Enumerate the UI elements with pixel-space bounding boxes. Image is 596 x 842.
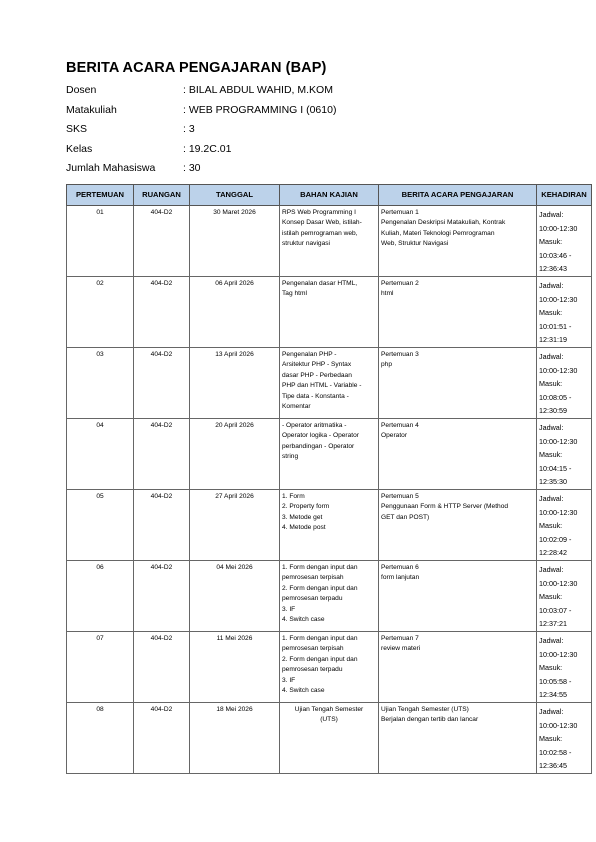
table-row xyxy=(67,703,592,774)
table-row xyxy=(67,348,592,419)
table-row xyxy=(67,561,592,632)
cell-bahan-kajian: Pengenalan dasar HTML, Tag html xyxy=(280,277,379,348)
cell-kehadiran: Jadwal: 10:00-12:30 Masuk: 10:03:07 - 12:37:21 xyxy=(537,561,592,632)
cell-kehadiran: Jadwal: 10:00-12:30 Masuk: 10:02:09 - 12:28:42 xyxy=(537,490,592,561)
cell-berita-acara: Pertemuan 5 Penggunaan Form & HTTP Server (Method GET dan POST) xyxy=(379,490,537,561)
cell-pertemuan: 01 xyxy=(67,206,134,277)
bap-table xyxy=(66,184,592,774)
cell-bahan-kajian: Pengenalan PHP - Arsitektur PHP - Syntax dasar PHP - Perbedaan PHP dan HTML - Variable - Tipe data - Konstanta - Komentar xyxy=(280,348,379,419)
cell-tanggal: 04 Mei 2026 xyxy=(190,561,280,632)
cell-kehadiran: Jadwal: 10:00-12:30 Masuk: 10:08:05 - 12:30:59 xyxy=(537,348,592,419)
cell-pertemuan: 03 xyxy=(67,348,134,419)
cell-pertemuan: 06 xyxy=(67,561,134,632)
header-tanggal: TANGGAL xyxy=(190,185,280,206)
cell-pertemuan: 08 xyxy=(67,703,134,774)
cell-bahan-kajian: 1. Form dengan input dan pemrosesan terpisah 2. Form dengan input dan pemrosesan terpadu 3. IF 4. Switch case xyxy=(280,632,379,703)
info-value: : 30 xyxy=(183,162,201,174)
cell-berita-acara: Ujian Tengah Semester (UTS) Berjalan dengan tertib dan lancar xyxy=(379,703,537,774)
cell-tanggal: 20 April 2026 xyxy=(190,419,280,490)
header-kehadiran: KEHADIRAN xyxy=(537,185,592,206)
header-berita-acara: BERITA ACARA PENGAJARAN xyxy=(379,185,537,206)
header-bahan-kajian: BAHAN KAJIAN xyxy=(280,185,379,206)
cell-berita-acara: Pertemuan 4 Operator xyxy=(379,419,537,490)
cell-tanggal: 13 April 2026 xyxy=(190,348,280,419)
info-label: Dosen xyxy=(66,84,97,96)
cell-bahan-kajian: 1. Form 2. Property form 3. Metode get 4. Metode post xyxy=(280,490,379,561)
cell-kehadiran: Jadwal: 10:00-12:30 Masuk: 10:03:46 - 12:36:43 xyxy=(537,206,592,277)
info-value: : 3 xyxy=(183,123,195,135)
cell-pertemuan: 04 xyxy=(67,419,134,490)
cell-ruangan: 404-D2 xyxy=(134,348,190,419)
table-row xyxy=(67,419,592,490)
cell-tanggal: 18 Mei 2026 xyxy=(190,703,280,774)
cell-ruangan: 404-D2 xyxy=(134,419,190,490)
info-value: : BILAL ABDUL WAHID, M.KOM xyxy=(183,84,333,96)
cell-bahan-kajian: Ujian Tengah Semester (UTS) xyxy=(280,703,379,774)
cell-pertemuan: 02 xyxy=(67,277,134,348)
cell-ruangan: 404-D2 xyxy=(134,277,190,348)
document-title: BERITA ACARA PENGAJARAN (BAP) xyxy=(66,60,327,76)
cell-kehadiran: Jadwal: 10:00-12:30 Masuk: 10:01:51 - 12:31:19 xyxy=(537,277,592,348)
cell-berita-acara: Pertemuan 7 review materi xyxy=(379,632,537,703)
table-header-row xyxy=(67,185,592,206)
info-label: Jumlah Mahasiswa xyxy=(66,162,156,174)
cell-kehadiran: Jadwal: 10:00-12:30 Masuk: 10:04:15 - 12:35:30 xyxy=(537,419,592,490)
table-row xyxy=(67,206,592,277)
cell-tanggal: 11 Mei 2026 xyxy=(190,632,280,703)
info-label: SKS xyxy=(66,123,88,135)
cell-kehadiran: Jadwal: 10:00-12:30 Masuk: 10:05:58 - 12:34:55 xyxy=(537,632,592,703)
cell-bahan-kajian: RPS Web Programming I Konsep Dasar Web, istilah- istilah pemrograman web, struktur navigasi xyxy=(280,206,379,277)
cell-ruangan: 404-D2 xyxy=(134,561,190,632)
cell-berita-acara: Pertemuan 6 form lanjutan xyxy=(379,561,537,632)
cell-berita-acara: Pertemuan 1 Pengenalan Deskripsi Matakuliah, Kontrak Kuliah, Materi Teknologi Pemrograman Web, Struktur Navigasi xyxy=(379,206,537,277)
table-row xyxy=(67,277,592,348)
info-label: Kelas xyxy=(66,142,93,155)
cell-ruangan: 404-D2 xyxy=(134,632,190,703)
info-label: Matakuliah xyxy=(66,103,117,116)
cell-ruangan: 404-D2 xyxy=(134,206,190,277)
cell-bahan-kajian: - Operator aritmatika - Operator logika - Operator perbandingan - Operator string xyxy=(280,419,379,490)
cell-pertemuan: 07 xyxy=(67,632,134,703)
header-ruangan: RUANGAN xyxy=(134,185,190,206)
table-row xyxy=(67,632,592,703)
table-row xyxy=(67,490,592,561)
cell-ruangan: 404-D2 xyxy=(134,703,190,774)
info-value: : 19.2C.01 xyxy=(183,142,232,155)
cell-bahan-kajian: 1. Form dengan input dan pemrosesan terpisah 2. Form dengan input dan pemrosesan terpadu 3. IF 4. Switch case xyxy=(280,561,379,632)
header-pertemuan: PERTEMUAN xyxy=(67,185,134,206)
cell-berita-acara: Pertemuan 2 html xyxy=(379,277,537,348)
cell-kehadiran: Jadwal: 10:00-12:30 Masuk: 10:02:58 - 12:36:45 xyxy=(537,703,592,774)
cell-tanggal: 30 Maret 2026 xyxy=(190,206,280,277)
cell-pertemuan: 05 xyxy=(67,490,134,561)
cell-ruangan: 404-D2 xyxy=(134,490,190,561)
cell-tanggal: 06 April 2026 xyxy=(190,277,280,348)
info-value: : WEB PROGRAMMING I (0610) xyxy=(183,103,337,116)
cell-tanggal: 27 April 2026 xyxy=(190,490,280,561)
cell-berita-acara: Pertemuan 3 php xyxy=(379,348,537,419)
